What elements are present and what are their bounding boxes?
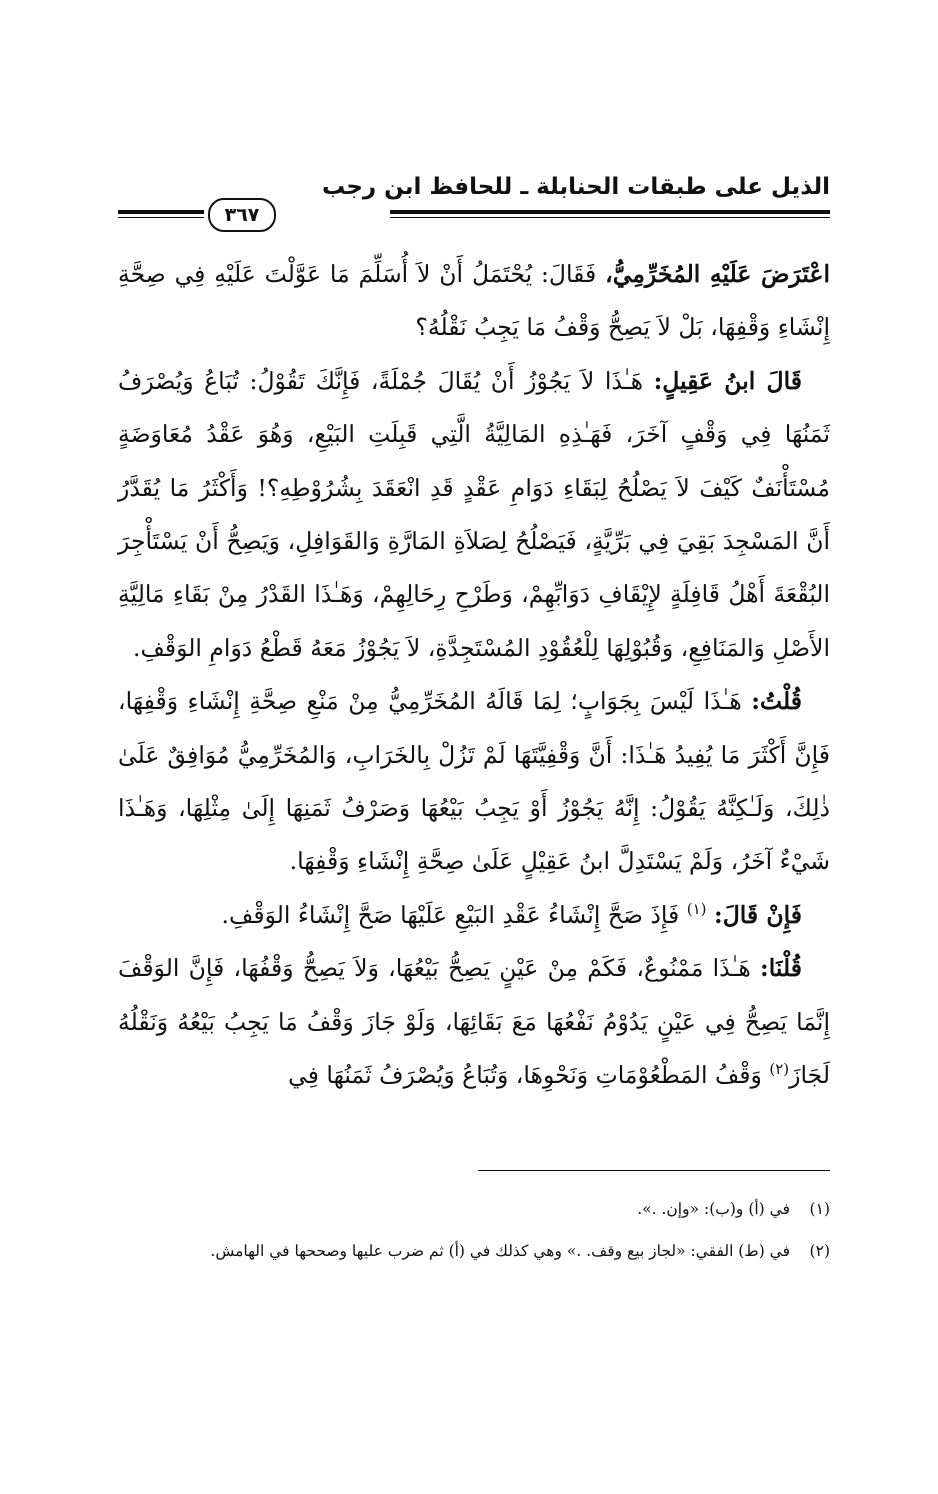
header-rule-thin (390, 217, 830, 218)
footnote-text: في (أ) و(ب): «وإن. .». (637, 1200, 790, 1218)
header-rule-thick (390, 210, 830, 214)
paragraph-lead: قُلْتُ: (751, 687, 802, 716)
running-title: الذيل على طبقات الحنابلة ـ للحافظ ابن رجب (321, 174, 830, 200)
footnote-reference: (٢) (769, 1060, 790, 1079)
header-rule-left-thick (118, 210, 204, 214)
footnote-text: في (ط) الفقي: «لجاز بيع وقف. .» وهي كذلك في (أ) ثم ضرب عليها وصححها في الهامش. (210, 1242, 790, 1260)
main-text (118, 248, 830, 1103)
paragraph-lead: قُلْنَا: (760, 954, 802, 983)
paragraph (118, 942, 830, 1102)
paragraph-text: فَقَالَ: يُحْتَمَلُ أَنْ لاَ أُسَلِّمَ مَا عَوَّلْتَ عَلَيْهِ فِي صِحَّةِ إِنْشَاءِ وَقْفِهَا، بَلْ لاَ يَصِحُّ وَقْفُ مَا يَجِبُ نَقْلُهُ؟ (118, 260, 830, 342)
paragraph-text: هَـٰذَا لاَ يَجُوْزُ أَنْ يُقَالَ جُمْلَةً، فَإِنَّكَ تَقُوْلُ: تُبَاعُ وَيُصْرَفُ ثَمَنُهَا فِي وَقْفٍ آخَرَ، فَهَـٰذِهِ المَالِيَّةُ الَّتِي قَبِلَتِ البَيْعِ، وَهُوَ عَقْدُ مُعَاوَضَةٍ مُسْتَأْنَفٌ كَيْفَ لاَ يَصْلُحُ لِبَقَاءِ دَوَامِ عَقْدٍ قَدِ انْعَقَدَ بِشُرُوْطِهِ؟! وَأَكْثَرُ مَا يُقَدَّرُ أَنَّ المَسْجِدَ بَقِيَ فِي بَرِّيَّةٍ، فَيَصْلُحُ لِصَلاَةِ المَارَّةِ وَالقَوَافِلِ، وَيَصِحُّ أَنْ يَسْتَأْجِرَ البُقْعَةَ أَهْلُ قَافِلَةٍ لإِيْقَافِ دَوَابِّهِمْ، وَطَرْحِ رِحَالِهِمْ، وَهَـٰذَا القَدْرُ مِنْ بَقَاءِ مَالِيَّةِ الأَصْلِ وَالمَنَافِعِ، وَقُبُوْلِهَا لِلْعُقُوْدِ المُسْتَجِدَّةِ، لاَ يَجُوْزُ مَعَهُ قَطْعُ دَوَامِ الوَقْفِ. (118, 366, 830, 662)
paragraph-text: وَقْفُ المَطْعُوْمَاتِ وَنَحْوِهَا، وَتُبَاعُ وَيُصْرَفُ ثَمَنُهَا فِي (288, 1061, 770, 1090)
footnotes (118, 1188, 830, 1272)
paragraph (118, 248, 830, 355)
page-number: ٣٦٧ (208, 198, 276, 232)
page-header (118, 168, 830, 232)
footnote (118, 1188, 830, 1230)
paragraph-text: هَـٰذَا لَيْسَ بِجَوَابٍ؛ لِمَا قَالَهُ المُخَرِّمِيُّ مِنْ مَنْعِ صِحَّةِ إِنْشَاءِ وَقْفِهَا، فَإِنَّ أَكْثَرَ مَا يُفِيدُ هَـٰذَا: أَنَّ وَقْفِيَّتَهَا لَمْ تَزُلْ بِالخَرَابِ، وَالمُخَرِّمِيُّ مُوَافِقٌ عَلَىٰ ذٰلِكَ، وَلَـٰكِنَّهُ يَقُوْلُ: إِنَّهُ يَجُوْزُ أَوْ يَجِبُ بَيْعُهَا وَصَرْفُ ثَمَنِهَا إِلَىٰ مِثْلِهَا، وَهَـٰذَا شَيْءٌ آخَرُ، وَلَمْ يَسْتَدِلَّ ابنُ عَقِيْلٍ عَلَىٰ صِحَّةِ إِنْشَاءِ وَقْفِهَا. (118, 687, 830, 876)
footnote-reference: (١) (686, 900, 707, 919)
paragraph-lead: قَالَ ابنُ عَقِيلٍ: (653, 366, 802, 395)
footnote-number: (٢) (809, 1242, 830, 1260)
footnote-number: (١) (809, 1200, 830, 1218)
paragraph (118, 889, 830, 942)
footnote-separator (478, 1170, 830, 1171)
paragraph-lead: اعْتَرَضَ عَلَيْهِ المُخَرِّمِيُّ، (605, 260, 830, 288)
paragraph (118, 355, 830, 675)
paragraph-lead: فَإِنْ قَالَ: (714, 900, 802, 929)
paragraph-text: هَـٰذَا مَمْنُوعٌ، فَكَمْ مِنْ عَيْنٍ يَصِحُّ بَيْعُهَا، وَلاَ يَصِحُّ وَقْفُهَا، فَإِنَّ الوَقْفَ إِنَّمَا يَصِحُّ فِي عَيْنٍ يَدُوْمُ نَفْعُهَا مَعَ بَقَائِهَا، وَلَوْ جَازَ وَقْفُ مَا يَجِبُ بَيْعُهُ وَنَقْلُهُ لَجَازَ (118, 954, 830, 1090)
footnote (118, 1230, 830, 1272)
paragraph (118, 675, 830, 889)
paragraph-text: فَإِذَ صَحَّ إِنْشَاءُ عَقْدِ البَيْعِ عَلَيْهَا صَحَّ إِنْشَاءُ الوَقْفِ. (221, 900, 687, 929)
header-rule-left-thin (118, 217, 204, 218)
